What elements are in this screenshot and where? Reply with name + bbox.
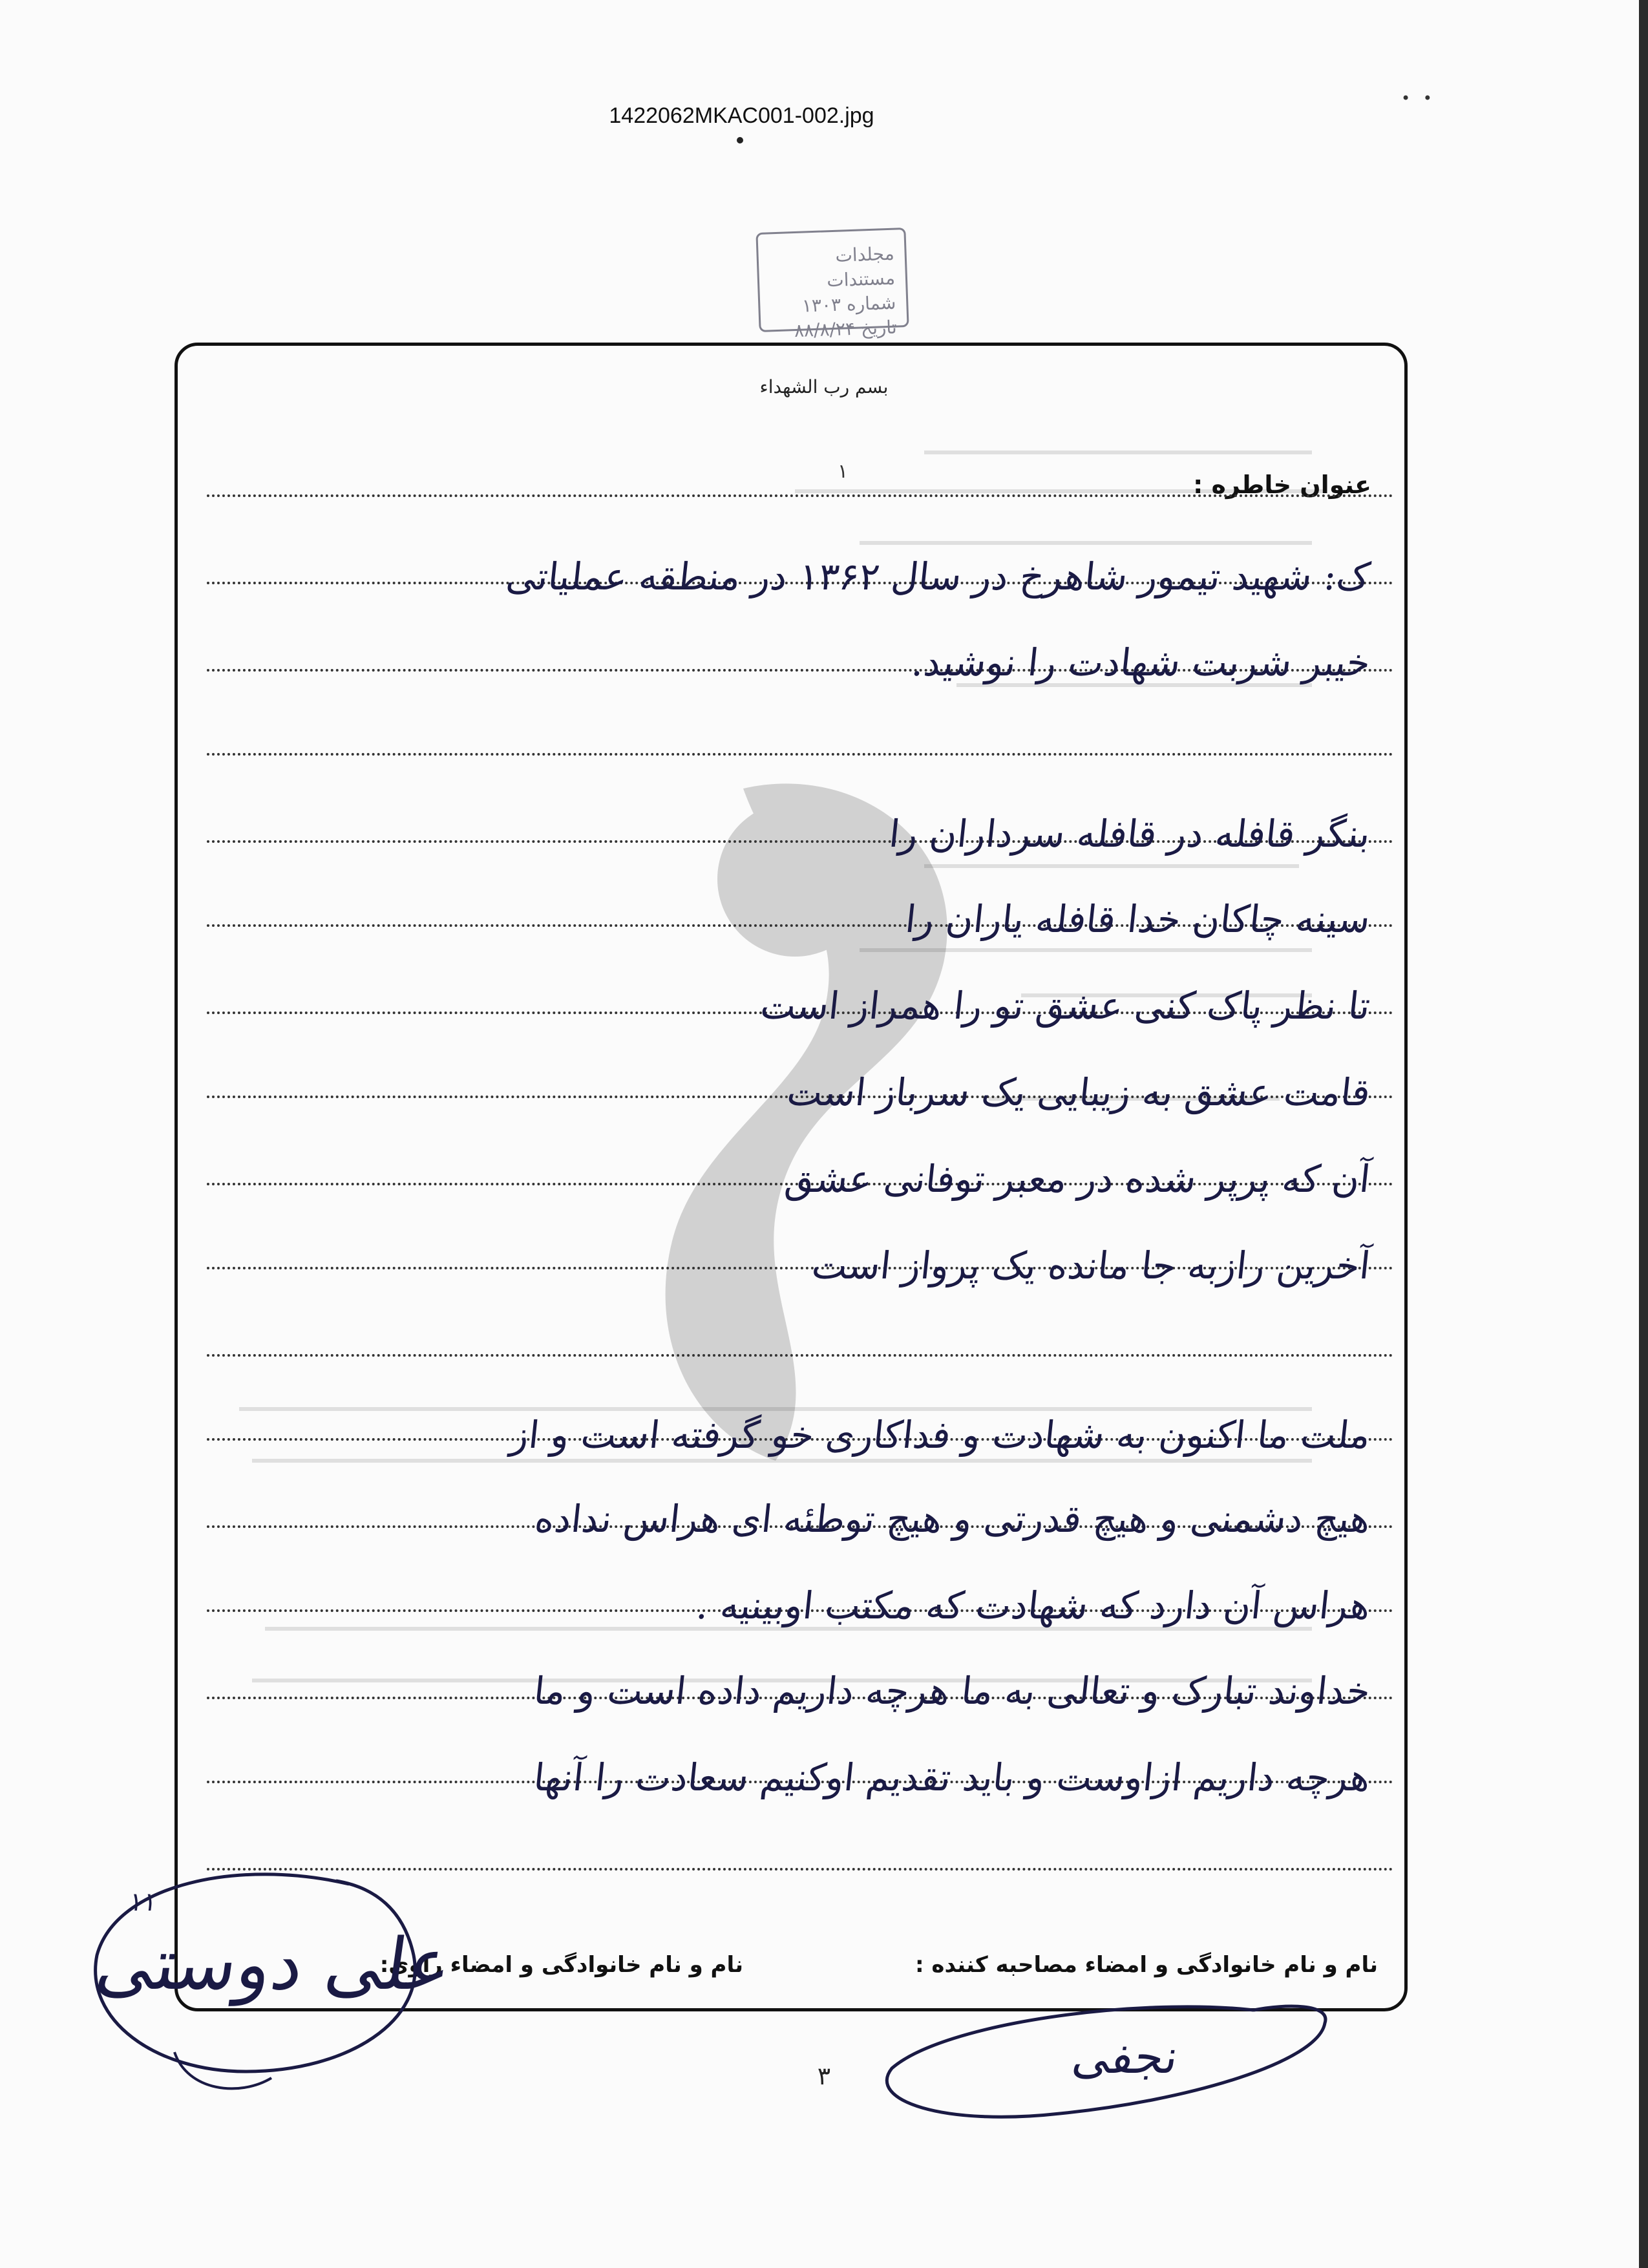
writing-line: [207, 753, 1393, 756]
handwritten-line: قامت عشق به زیبایی یک سرباز است: [785, 1070, 1373, 1114]
stamp-line: مجلدات مستندات: [826, 242, 896, 291]
narrator-label: نام و نام خانوادگی و امضاء راوی:: [379, 1952, 743, 1978]
handwritten-line: ک: شهید تیمور شاهرخ در سال ۱۳۶۲ در منطقه عملیاتی: [504, 555, 1373, 599]
memoir-title-label: عنوان خاطره :: [1193, 471, 1371, 499]
narrator-signature: علی دوستی: [91, 1923, 457, 2006]
writing-line: [207, 1354, 1393, 1357]
stamp-line: شماره ۱۳۰۳: [801, 291, 896, 317]
handwritten-line: بنگر قافله در قافله سرداران را: [887, 812, 1373, 856]
page-number: ۳: [817, 2062, 831, 2090]
handwritten-line: خداوند تبارک و تعالی به ما هرچه داریم داده است و ما: [531, 1669, 1373, 1713]
handwritten-line: آخرین رازبه جا مانده یک پرواز است: [809, 1244, 1373, 1288]
writing-line: [207, 494, 1393, 497]
handwritten-line: آن که پرپر شده در معبر توفانی عشق: [783, 1157, 1373, 1201]
handwritten-line: تا نظر پاک کنی عشق تو را همراز است: [758, 984, 1373, 1028]
handwritten-line: خیبر شربت شهادت را نوشید.: [909, 641, 1373, 684]
watermark-emblem: [582, 750, 982, 1487]
handwritten-line: هرچه داریم ازاوست و باید تقدیم اوکنیم سعادت را آنها: [531, 1755, 1373, 1799]
handwritten-line: سینه چاکان خدا قافله یاران را: [903, 897, 1373, 941]
scan-dots: • •: [1401, 89, 1436, 107]
stamp-line: تاریخ ۸۸/۸/۲۴: [794, 316, 898, 342]
scan-dot: [737, 137, 743, 143]
handwritten-line: هراس آن دارد که شهادت که مکتب اوبینیه .: [694, 1584, 1373, 1627]
archive-stamp: [755, 228, 909, 342]
file-name: 1422062MKAC001-002.jpg: [609, 103, 874, 128]
scan-edge: [1639, 0, 1648, 2268]
narrator-number: ۱۱: [127, 1887, 160, 1917]
handwritten-line: ملت ما اکنون به شهادت و فداکاری خو گرفته است و از: [508, 1413, 1373, 1457]
interviewer-signature: نجفی: [1069, 2030, 1182, 2084]
handwritten-line: هیچ دشمنی و هیچ قدرتی و هیچ توطئه ای هراس نداده: [533, 1497, 1373, 1541]
interviewer-label: نام و نام خانوادگی و امضاء مصاحبه کننده :: [914, 1952, 1378, 1978]
basmala-header: بسم رب الشهداء: [759, 376, 889, 397]
page-mark: ۱: [838, 460, 849, 483]
